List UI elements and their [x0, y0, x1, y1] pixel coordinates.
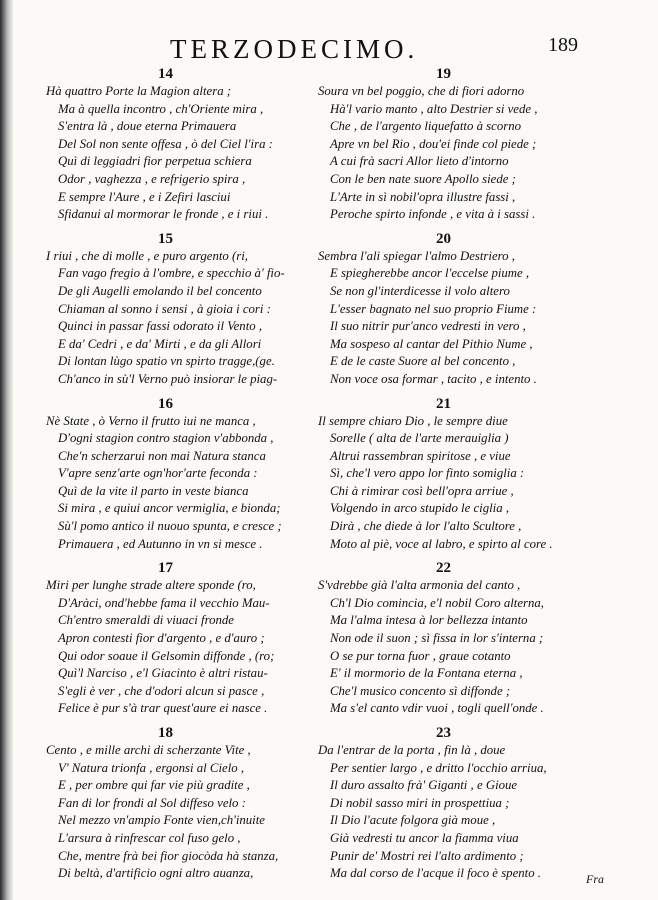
verse-line: Cento , e mille archi di scherzante Vite ,: [46, 743, 251, 757]
verse-line: Altrui rassembran spiritose , e viue: [330, 448, 511, 463]
page-header: [0, 24, 658, 64]
verse-line: Che'n scherzarui non mai Natura stanca: [58, 448, 266, 463]
verse-line: Sfidanui al mormorar le fronde , e i riui .: [58, 207, 269, 222]
verse-line: Quinci in passar fassi odorato il Vento ,: [58, 319, 263, 334]
verse-line: Chi à rimirar così bell'opra arriue ,: [330, 483, 514, 498]
verse-line: Soura vn bel poggio, che di fiori adorno: [318, 84, 525, 98]
stanza: [46, 396, 308, 554]
stanza: [46, 66, 308, 224]
verse-line: D'Aràci, ond'hebbe fama il vecchio Mau-: [58, 595, 270, 610]
verse-line: Che, mentre frà bei fior giocòda hà stanza,: [58, 848, 279, 863]
stanza-number: 21: [436, 395, 451, 412]
verse-line: O se pur torna fuor , graue cotanto: [330, 648, 511, 663]
verse-line: Quì'l Narciso , e'l Giacinto è altri ristau-: [58, 666, 268, 681]
stanza: [318, 560, 608, 718]
verse-line: Il sempre chiaro Dio , le sempre diue: [318, 413, 508, 428]
verse-line: Dirà , che diede à lor l'alto Scultore ,: [330, 519, 522, 534]
verse-line: Già vedresti tu ancor la fiamma viua: [330, 830, 519, 845]
verse-line: Sì, che'l vero appo lor finto somiglia :: [330, 466, 525, 481]
verse-line: Odor , vaghezza , e refrigerio spira ,: [58, 171, 246, 186]
stanza: [318, 231, 608, 389]
verse-line: De gli Augelli emolando il bel concento: [58, 283, 262, 298]
verse-line: Di lontan lùgo spatio vn spirto tragge,(ge.: [58, 354, 275, 369]
stanza-number: 23: [436, 725, 451, 741]
verse-line: Il Dio l'acute folgora già moue ,: [330, 813, 496, 828]
stanza: [46, 231, 308, 389]
verse-line: S'egli è ver , che d'odori alcun si pasce ,: [58, 683, 265, 698]
verse-line: I riui , che di molle , e puro argento (ri,: [46, 248, 248, 263]
verse-line: Di beltà, d'artificio ogni altro auanza,: [58, 866, 254, 881]
verse-line: Nè State , ò Verno il frutto iui ne manca ,: [46, 413, 256, 428]
verse-line: Moto al piè, voce al labro, e spirto al core .: [330, 536, 553, 551]
verse-line: Sorelle ( alta de l'arte merauiglia ): [330, 431, 509, 446]
right-column: [318, 66, 608, 883]
verse-line: Quì di leggiadri fior perpetua schiera: [58, 154, 252, 169]
stanza: [46, 725, 308, 883]
verse-line: E , per ombre qui far vie più gradite ,: [58, 778, 250, 793]
verse-line: Nel mezzo vn'ampio Fonte vien,ch'inuite: [58, 813, 265, 828]
verse-line: Se non gl'interdicesse il volo altero: [330, 283, 510, 298]
verse-line: Miri per lunghe strade altere sponde (ro,: [46, 578, 256, 593]
verse-line: Sembra l'ali spiegar l'almo Destriero ,: [318, 248, 515, 263]
verse-line: Apron contesti fior d'argento , e d'auro ;: [58, 631, 265, 646]
verse-line: Sù'l pomo antico il nuouo spunta, e cresce ;: [58, 519, 282, 534]
verse-line: D'ogni stagion contro stagion v'abbonda ,: [58, 431, 274, 446]
verse-line: Di nobil sasso miri in prospettiua ;: [330, 795, 510, 810]
running-title: TERZODECIMO.: [170, 34, 419, 64]
verse-line: Del Sol non sente offesa , ò del Ciel l'ira :: [58, 136, 273, 151]
stanza-number: 17: [158, 560, 173, 577]
verse-line: E' il mormorio de la Fontana eterna ,: [330, 666, 523, 681]
verse-line: L'esser bagnato nel suo proprio Fiume :: [330, 301, 537, 316]
verse-line: Ch'anco in sù'l Verno può insiorar le piag-: [58, 371, 278, 386]
catchword: Fra: [586, 872, 604, 886]
verse-line: Ma sospeso al cantar del Pithio Nume ,: [330, 336, 533, 351]
verse-line: Hà'l vario manto , alto Destrier si vede ,: [330, 101, 538, 116]
verse-line: S'entra là , doue eterna Primauera: [58, 119, 237, 134]
verse-line: Il duro assalto frà' Giganti , e Gioue: [330, 778, 518, 793]
verse-line: Ma dal corso de l'acque il foco è spento .: [330, 866, 541, 881]
verse-line: Primauera , ed Autunno in vn si mesce .: [58, 536, 263, 551]
stanza-number: 15: [158, 230, 173, 247]
verse-line: Punir de' Mostri rei l'alto ardimento ;: [330, 848, 524, 863]
stanza-number: 19: [436, 66, 451, 82]
verse-line: Ch'l Dio comincia, e'l nobil Coro alterna,: [330, 595, 545, 610]
verse-line: Apre vn bel Rio , dou'ei finde col piede ;: [330, 136, 537, 151]
stanza-number: 18: [158, 725, 173, 741]
binding-shadow: [0, 0, 14, 900]
verse-line: Ma à quella incontro , ch'Oriente mira ,: [58, 101, 264, 116]
verse-line: Ma s'el canto vdir vuoi , togli quell'onde .: [330, 701, 544, 716]
verse-line: Fan vago fregio à l'ombre, e specchio à' fio-: [58, 266, 285, 281]
verse-line: Da l'entrar de la porta , fin là , doue: [318, 743, 506, 757]
verse-line: Qui odor soaue il Gelsomin diffonde , (ro;: [58, 648, 275, 663]
verse-line: E spiegherebbe ancor l'eccelse piume ,: [330, 266, 530, 281]
verse-line: A cui frà sacri Allor lieto d'intorno: [330, 154, 509, 169]
verse-line: Felice è pur s'à trar quest'aure ei nasce .: [58, 701, 268, 716]
verse-line: Il suo nitrir pur'anco vedresti in vero ,: [330, 319, 526, 334]
verse-line: E de le caste Suore al bel concento ,: [330, 354, 516, 369]
verse-line: Non ode il suon ; sì fissa in lor s'interna ;: [330, 631, 544, 646]
verse-line: L'Arte in sì nobil'opra illustre fassi ,: [330, 189, 516, 204]
verse-line: Che , de l'argento liquefatto à scorno: [330, 119, 521, 134]
stanza: [318, 396, 608, 554]
verse-line: Ma l'alma intesa à lor bellezza intanto: [330, 613, 528, 628]
stanza-number: 22: [436, 560, 451, 577]
verse-line: Hà quattro Porte la Magion altera ;: [46, 84, 232, 98]
verse-line: L'arsura à rinfrescar col fuso gelo ,: [58, 830, 241, 845]
left-column: [46, 66, 308, 883]
verse-line: E sempre l'Aure , e i Zefiri lasciui: [58, 189, 231, 204]
verse-line: E da' Cedri , e da' Mirti , e da gli Allori: [58, 336, 262, 351]
stanza: [46, 560, 308, 718]
stanza-number: 16: [158, 395, 173, 412]
stanza-number: 20: [436, 230, 451, 247]
page-number: 189: [548, 34, 578, 56]
verse-line: Quì de la vite il parto in veste bianca: [58, 483, 249, 498]
verse-line: S'vdrebbe già l'alta armonia del canto ,: [318, 578, 521, 593]
verse-line: Per sentier largo , e dritto l'occhio arriua,: [330, 760, 547, 775]
verse-line: Che'l musico concento sì diffonde ;: [330, 683, 511, 698]
stanza: [318, 66, 608, 224]
verse-line: V'apre senz'arte ogn'hor'arte feconda :: [58, 466, 258, 481]
verse-line: Si mira , e quiui ancor vermiglia, e bionda;: [58, 501, 281, 516]
verse-line: Non voce osa formar , tacito , e intento .: [330, 371, 537, 386]
verse-line: Chiaman al sonno i sensi , à gioia i cori :: [58, 301, 271, 316]
verse-line: Ch'entro smeraldi di viuaci fronde: [58, 613, 234, 628]
verse-line: Peroche spirto infonde , e vita à i sassi .: [330, 207, 536, 222]
stanza: [318, 725, 608, 883]
verse-line: Volgendo in arco stupido le ciglia ,: [330, 501, 510, 516]
verse-line: Fan di lor frondi al Sol diffeso velo :: [58, 795, 246, 810]
stanza-number: 14: [158, 66, 173, 82]
verse-line: V' Natura trionfa , ergonsi al Cielo ,: [58, 760, 245, 775]
verse-line: Con le ben nate suore Apollo siede ;: [330, 171, 516, 186]
